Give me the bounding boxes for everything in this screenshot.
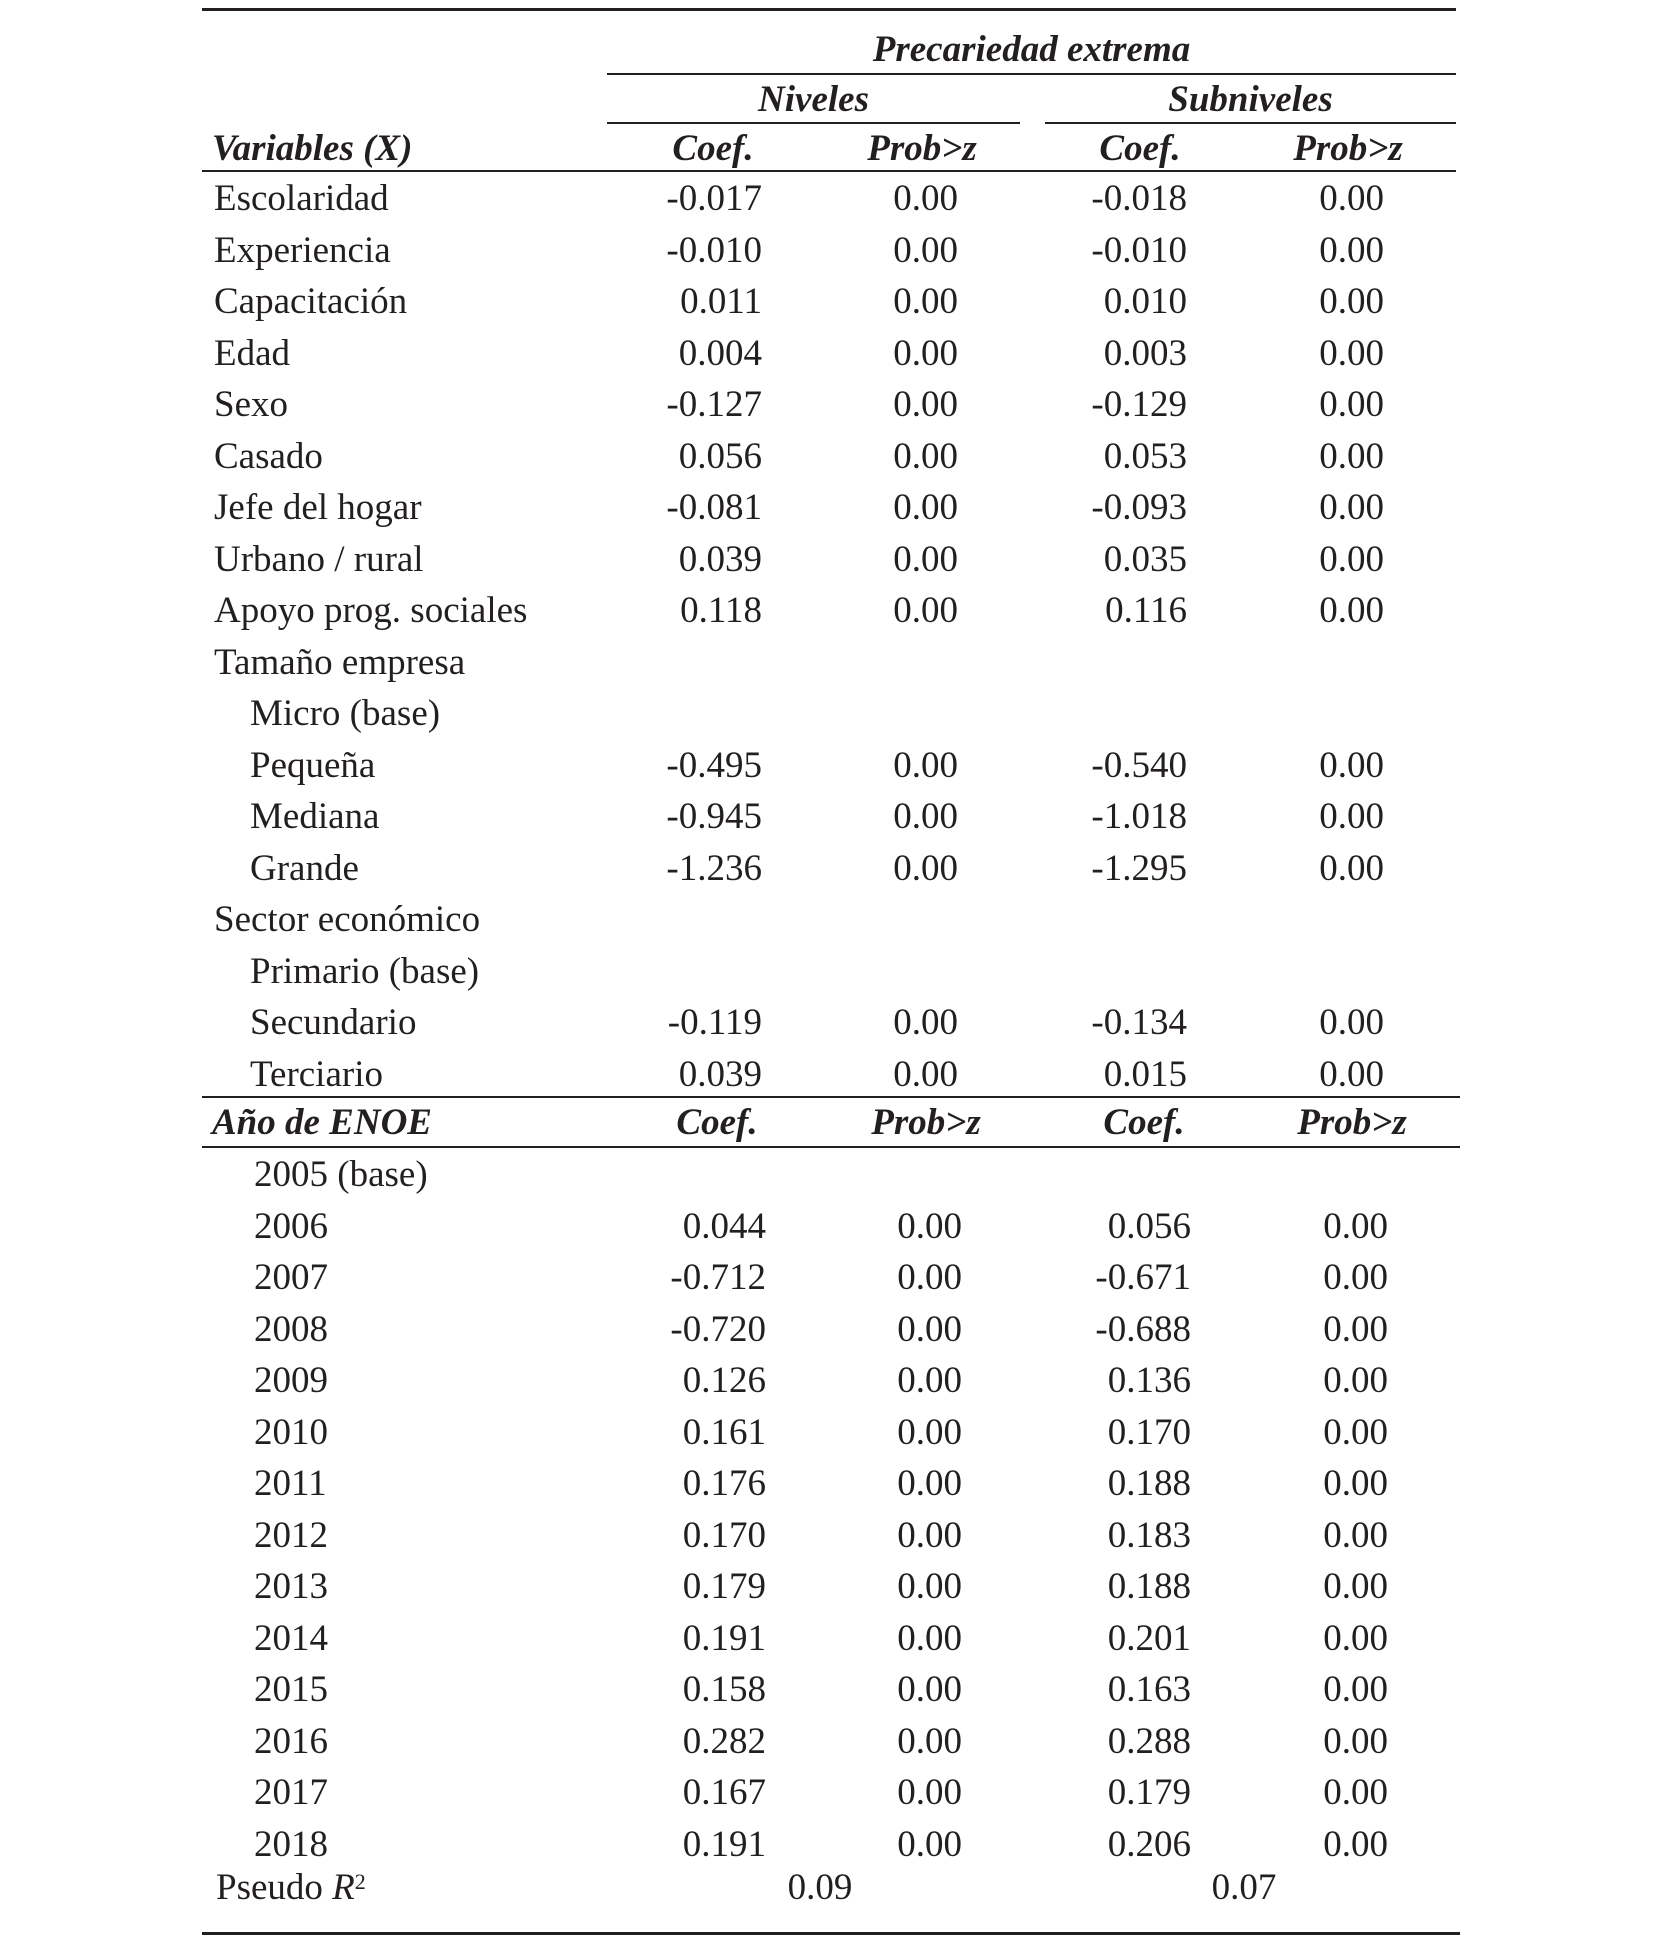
row-sublabel: Primario (base) [250, 951, 480, 992]
coef-cell: 0.039 [678, 1054, 762, 1095]
year-label: 2018 [254, 1824, 328, 1865]
coef-cell: 0.003 [1103, 333, 1187, 374]
year-label: 2010 [254, 1412, 328, 1453]
prob-cell: 0.00 [897, 1669, 962, 1710]
coef-cell: -0.540 [1091, 745, 1187, 786]
header-year: Año de ENOE [212, 1102, 432, 1143]
year-label: 2011 [254, 1463, 327, 1504]
coef-cell: -1.236 [666, 848, 762, 889]
coef-cell: 0.161 [682, 1412, 766, 1453]
header-prob: Prob>z [1297, 1102, 1407, 1143]
coef-cell: -0.134 [1091, 1002, 1187, 1043]
pseudo-r2-subniveles: 0.07 [1211, 1867, 1277, 1908]
coef-cell: 0.116 [1105, 590, 1187, 631]
prob-cell: 0.00 [1323, 1206, 1388, 1247]
prob-cell: 0.00 [1319, 436, 1384, 477]
prob-cell: 0.00 [1319, 230, 1384, 271]
row-label: Capacitación [214, 281, 408, 322]
coef-cell: -0.017 [666, 178, 762, 219]
coef-cell: 0.191 [682, 1824, 766, 1865]
row-label: Sector económico [214, 899, 481, 940]
coef-cell: 0.188 [1107, 1463, 1191, 1504]
coef-cell: 0.126 [682, 1360, 766, 1401]
row-label: Tamaño empresa [214, 642, 466, 683]
prob-cell: 0.00 [1319, 1002, 1384, 1043]
year-label: 2013 [254, 1566, 328, 1607]
coef-cell: 0.011 [680, 281, 762, 322]
coef-cell: -0.010 [666, 230, 762, 271]
prob-cell: 0.00 [893, 848, 958, 889]
prob-cell: 0.00 [897, 1412, 962, 1453]
prob-cell: 0.00 [893, 333, 958, 374]
prob-cell: 0.00 [1319, 848, 1384, 889]
row-label: Escolaridad [214, 178, 389, 219]
prob-cell: 0.00 [1319, 745, 1384, 786]
pseudo-r2-label-text: Pseudo [216, 1867, 333, 1908]
prob-cell: 0.00 [1319, 333, 1384, 374]
coef-cell: -1.018 [1091, 796, 1187, 837]
year-label: 2006 [254, 1206, 328, 1247]
prob-cell: 0.00 [893, 230, 958, 271]
coef-cell: 0.170 [1107, 1412, 1191, 1453]
prob-cell: 0.00 [1319, 178, 1384, 219]
header-coef: Coef. [1103, 1102, 1185, 1143]
prob-cell: 0.00 [1323, 1618, 1388, 1659]
row-label: Casado [214, 436, 323, 477]
row-sublabel: Grande [250, 848, 359, 889]
prob-cell: 0.00 [1323, 1257, 1388, 1298]
header-prob: Prob>z [867, 128, 977, 169]
row-sublabel: Terciario [250, 1054, 383, 1095]
prob-cell: 0.00 [897, 1257, 962, 1298]
top-rule [202, 8, 1456, 11]
prob-cell: 0.00 [897, 1618, 962, 1659]
section-rule-bottom [202, 1146, 1460, 1148]
coef-cell: 0.201 [1107, 1618, 1191, 1659]
coef-cell: -0.081 [666, 487, 762, 528]
row-label: Urbano / rural [214, 539, 424, 580]
header-coef: Coef. [676, 1102, 758, 1143]
prob-cell: 0.00 [893, 745, 958, 786]
year-label: 2015 [254, 1669, 328, 1710]
coef-cell: 0.056 [678, 436, 762, 477]
header-prob: Prob>z [1293, 128, 1403, 169]
prob-cell: 0.00 [897, 1824, 962, 1865]
prob-cell: 0.00 [1323, 1515, 1388, 1556]
coef-cell: -0.495 [666, 745, 762, 786]
coef-cell: 0.288 [1107, 1721, 1191, 1762]
prob-cell: 0.00 [1323, 1566, 1388, 1607]
coef-cell: 0.188 [1107, 1566, 1191, 1607]
prob-cell: 0.00 [1319, 590, 1384, 631]
coef-cell: 0.118 [680, 590, 762, 631]
row-label: Jefe del hogar [214, 487, 422, 528]
prob-cell: 0.00 [1323, 1669, 1388, 1710]
coef-cell: -0.093 [1091, 487, 1187, 528]
row-sublabel: Mediana [250, 796, 380, 837]
coef-cell: 0.176 [682, 1463, 766, 1504]
coef-cell: 0.167 [682, 1772, 766, 1813]
coef-cell: -0.119 [667, 1002, 762, 1043]
prob-cell: 0.00 [893, 539, 958, 580]
year-label: 2009 [254, 1360, 328, 1401]
coef-cell: -0.720 [670, 1309, 766, 1350]
coef-cell: -0.018 [1091, 178, 1187, 219]
coef-cell: 0.056 [1107, 1206, 1191, 1247]
prob-cell: 0.00 [897, 1463, 962, 1504]
prob-cell: 0.00 [893, 384, 958, 425]
header-coef: Coef. [672, 128, 754, 169]
coef-cell: -0.712 [670, 1257, 766, 1298]
coef-cell: 0.191 [682, 1618, 766, 1659]
prob-cell: 0.00 [893, 590, 958, 631]
coef-cell: 0.179 [682, 1566, 766, 1607]
coef-cell: 0.010 [1103, 281, 1187, 322]
coef-cell: 0.282 [682, 1721, 766, 1762]
prob-cell: 0.00 [1323, 1721, 1388, 1762]
coef-cell: -0.671 [1095, 1257, 1191, 1298]
subgroup-niveles: Niveles [758, 79, 869, 120]
prob-cell: 0.00 [893, 1054, 958, 1095]
row-label: Apoyo prog. sociales [214, 590, 528, 631]
row-label: Experiencia [214, 230, 391, 271]
pseudo-r2-label [216, 1866, 366, 1910]
pseudo-r2-niveles: 0.09 [787, 1867, 853, 1908]
coef-cell: 0.004 [678, 333, 762, 374]
year-label: 2014 [254, 1618, 328, 1659]
header-coef: Coef. [1099, 128, 1181, 169]
year-label: 2017 [254, 1772, 328, 1813]
bottom-rule [202, 1932, 1460, 1935]
subgroup-rule-subniveles [1045, 122, 1456, 124]
year-label: 2012 [254, 1515, 328, 1556]
coef-cell: -0.129 [1091, 384, 1187, 425]
prob-cell: 0.00 [893, 796, 958, 837]
prob-cell: 0.00 [897, 1515, 962, 1556]
year-label: 2016 [254, 1721, 328, 1762]
prob-cell: 0.00 [1323, 1309, 1388, 1350]
coef-cell: 0.044 [682, 1206, 766, 1247]
coef-cell: 0.015 [1103, 1054, 1187, 1095]
coef-cell: -0.688 [1095, 1309, 1191, 1350]
prob-cell: 0.00 [1319, 796, 1384, 837]
coef-cell: 0.170 [682, 1515, 766, 1556]
r-symbol: R [332, 1867, 355, 1908]
prob-cell: 0.00 [893, 178, 958, 219]
coef-cell: 0.158 [682, 1669, 766, 1710]
prob-cell: 0.00 [893, 436, 958, 477]
prob-cell: 0.00 [1323, 1463, 1388, 1504]
group-title: Precariedad extrema [872, 29, 1191, 70]
row-sublabel: Pequeña [250, 745, 376, 786]
coef-cell: 0.039 [678, 539, 762, 580]
coef-cell: 0.206 [1107, 1824, 1191, 1865]
prob-cell: 0.00 [897, 1772, 962, 1813]
prob-cell: 0.00 [1319, 487, 1384, 528]
coef-cell: 0.053 [1103, 436, 1187, 477]
prob-cell: 0.00 [1323, 1824, 1388, 1865]
prob-cell: 0.00 [1323, 1772, 1388, 1813]
r-superscript: 2 [354, 1868, 366, 1894]
coef-cell: 0.136 [1107, 1360, 1191, 1401]
prob-cell: 0.00 [1323, 1412, 1388, 1453]
prob-cell: 0.00 [1319, 539, 1384, 580]
row-sublabel: Micro (base) [250, 693, 441, 734]
coef-cell: -1.295 [1091, 848, 1187, 889]
prob-cell: 0.00 [1319, 281, 1384, 322]
subgroup-subniveles: Subniveles [1168, 79, 1333, 120]
prob-cell: 0.00 [893, 487, 958, 528]
prob-cell: 0.00 [1323, 1360, 1388, 1401]
prob-cell: 0.00 [1319, 1054, 1384, 1095]
prob-cell: 0.00 [893, 1002, 958, 1043]
header-variables: Variables (X) [212, 128, 413, 169]
prob-cell: 0.00 [897, 1721, 962, 1762]
group-rule [607, 73, 1456, 75]
coef-cell: 0.035 [1103, 539, 1187, 580]
coef-cell: 0.179 [1107, 1772, 1191, 1813]
header-prob: Prob>z [871, 1102, 981, 1143]
coef-cell: 0.163 [1107, 1669, 1191, 1710]
coef-cell: -0.010 [1091, 230, 1187, 271]
prob-cell: 0.00 [897, 1360, 962, 1401]
year-label: 2005 (base) [254, 1154, 428, 1195]
row-sublabel: Secundario [250, 1002, 417, 1043]
prob-cell: 0.00 [897, 1566, 962, 1607]
prob-cell: 0.00 [897, 1309, 962, 1350]
prob-cell: 0.00 [893, 281, 958, 322]
subgroup-rule-niveles [607, 122, 1020, 124]
year-label: 2008 [254, 1309, 328, 1350]
coef-cell: -0.945 [666, 796, 762, 837]
prob-cell: 0.00 [897, 1206, 962, 1247]
coef-cell: 0.183 [1107, 1515, 1191, 1556]
row-label: Edad [214, 333, 291, 374]
coef-cell: -0.127 [666, 384, 762, 425]
year-label: 2007 [254, 1257, 328, 1298]
row-label: Sexo [214, 384, 288, 425]
prob-cell: 0.00 [1319, 384, 1384, 425]
